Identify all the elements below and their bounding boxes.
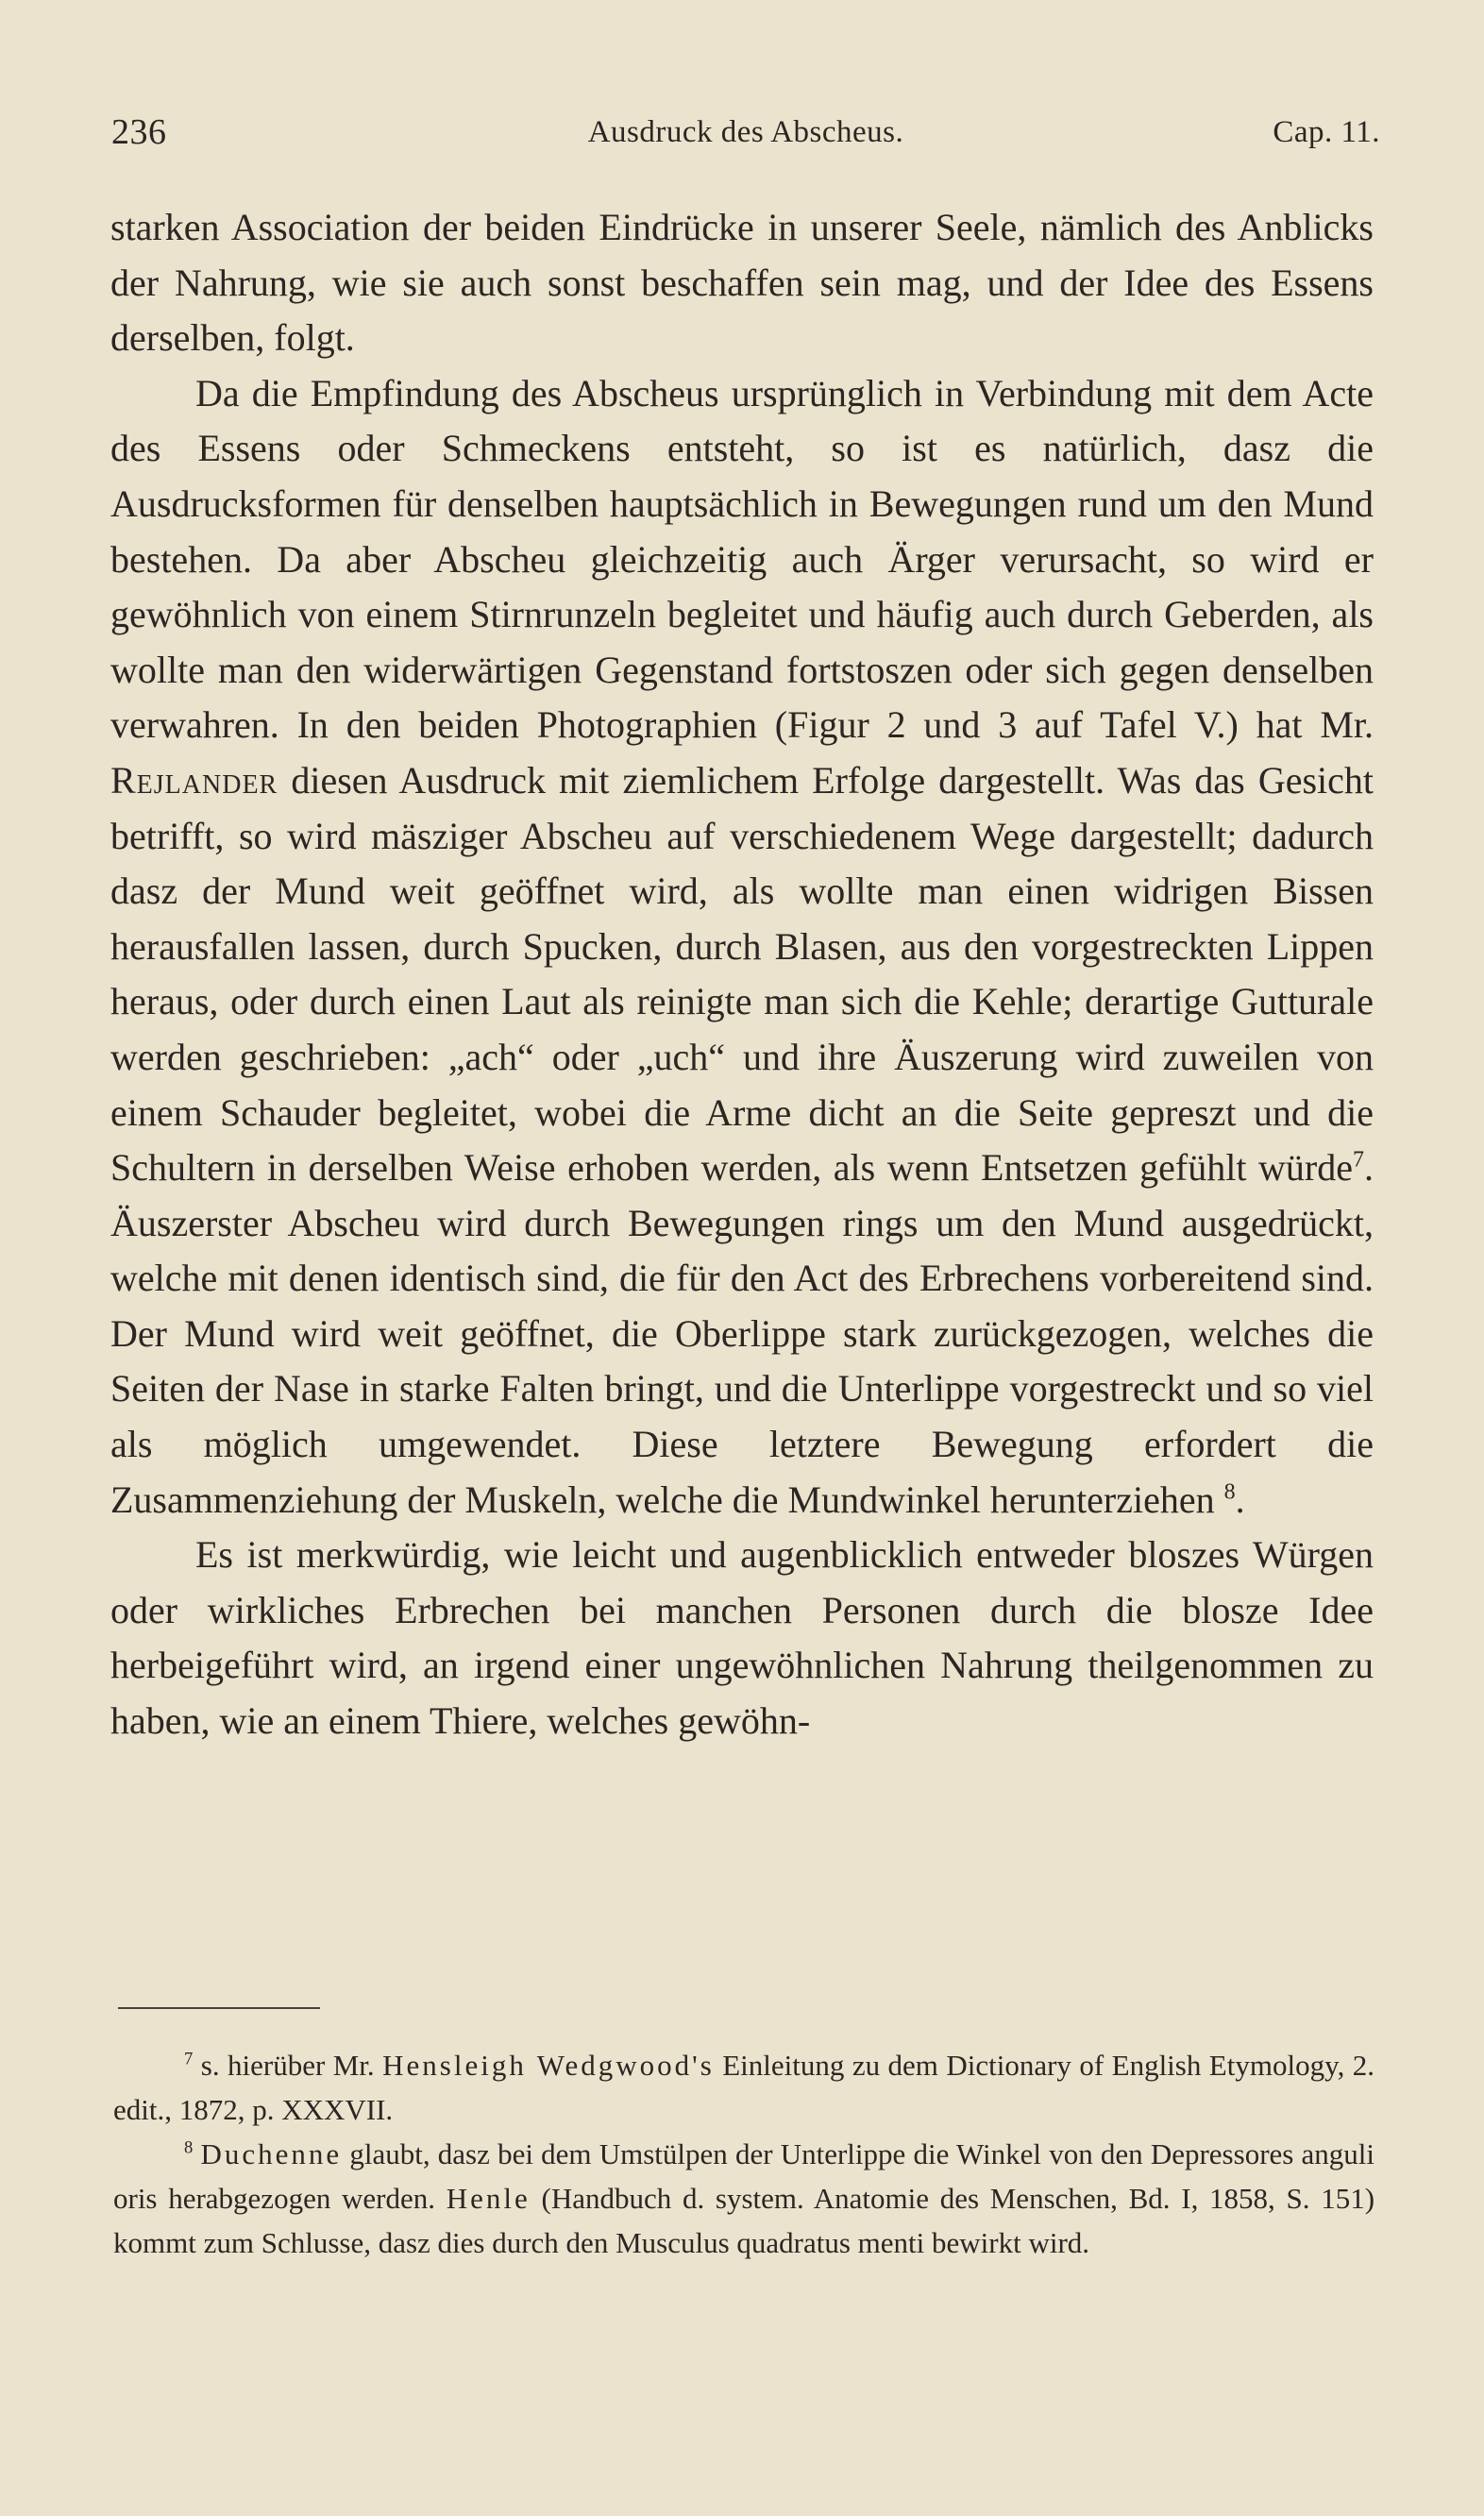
footnote-mark-8: 8 [184, 2137, 194, 2158]
person-name-henle: Henle [446, 2182, 531, 2215]
footnotes [113, 2043, 1374, 2265]
footnote-8-text-b: (Handbuch d. system. Anatomie des Menschen, Bd. I, 1858, S. 151) kommt zum Schlusse, dasz dies durch den Musculus quadratus menti bewirkt wird. [113, 2182, 1375, 2259]
footnote-8-text-a: glaubt, dasz bei dem Umstülpen der Unterlippe die Winkel von den Depressores anguli oris herabgezogen werden. [113, 2137, 1375, 2215]
footnote-ref-8[interactable]: 8 [1223, 1479, 1236, 1505]
paragraph-2-text-b: diesen Ausdruck mit ziemlichem Erfolge dargestellt. Was das Gesicht betrifft, so wird mäsziger Abscheu auf verschiedenem Wege dargestellt; dadurch dasz der Mund weit geöffnet wird, als wollte man einen widrigen Bissen herausfallen lassen, durch Spucken, durch Blasen, aus den vorgestreckten Lippen heraus, oder durch einen Laut als reinigte man sich die Kehle; derartige Gutturale werden geschrieben: „ach“ oder „uch“ und ihre Äuszerung wird zuweilen von einem Schauder begleitet, wobei die Arme dicht an die Seite gepreszt und die Schultern in derselben Weise erhoben werden, als wenn Entsetzen gefühlt würde [110, 758, 1374, 1190]
paragraph-3: Es ist merkwürdig, wie leicht und augenblicklich entweder bloszes Würgen oder wirkliches Erbrechen bei manchen Personen durch die blosze Idee herbeigeführt wird, an irgend einer ungewöhnlichen Nahrung theilgenommen zu haben, wie an einem Thiere, welches gewöhn- [110, 1533, 1374, 1743]
page-header [111, 111, 1380, 164]
person-name-rejlander: Rejlander [110, 758, 278, 802]
footnote-8 [113, 2132, 1374, 2265]
footnote-7-text-b: Einleitung zu dem Dictionary of English Etymology, 2. edit., 1872, p. XXXVII. [113, 2049, 1375, 2126]
main-text [110, 200, 1374, 1749]
footnote-mark-7: 7 [184, 2049, 194, 2069]
page-number: 236 [111, 112, 167, 152]
paragraph-2-text-d: . [1235, 1478, 1245, 1521]
footnote-divider [118, 2007, 320, 2009]
person-name-duchenne: Duchenne [200, 2137, 343, 2170]
paragraph-2-text-a: Da die Empfindung des Abscheus ursprünglich in Verbindung mit dem Acte des Essens oder Schmeckens entsteht, so ist es natürlich, dasz die Ausdrucksformen für denselben hauptsächlich in Bewegungen rund um den Mund bestehen. Da aber Abscheu gleichzeitig auch Ärger verursacht, so wird er gewöhnlich von einem Stirnrunzeln begleitet und häufig auch durch Geberden, als wollte man den widerwärtigen Gegenstand fortstoszen oder sich gegen denselben verwahren. In den beiden Photographien (Figur 2 und 3 auf Tafel V.) hat Mr. [110, 371, 1374, 747]
paragraph-2-text-c: . Äuszerster Abscheu wird durch Bewegungen rings um den Mund ausgedrückt, welche mit denen identisch sind, die für den Act des Erbrechens vorbereitend sind. Der Mund wird weit geöffnet, die Oberlippe stark zurückgezogen, welches die Seiten der Nase in starke Falten bringt, und die Unterlippe vorgestreckt und so viel als möglich umgewendet. Diese letztere Bewegung erfordert die Zusammenziehung der Muskeln, welche die Mundwinkel herunterziehen [110, 1146, 1374, 1521]
chapter-label: Cap. 11. [1273, 115, 1380, 149]
footnote-7 [113, 2043, 1374, 2132]
person-name-wedgwood: Hensleigh Wedgwood's [382, 2049, 715, 2082]
paragraph-1: starken Association der beiden Eindrücke in unserer Seele, nämlich des Anblicks der Nahrung, wie sie auch sonst beschaffen sein mag, und der Idee des Essens derselben, folgt. [110, 206, 1374, 360]
paragraph-2 [110, 366, 1374, 1528]
footnote-ref-7[interactable]: 7 [1353, 1147, 1364, 1173]
footnote-7-text-a: s. hierüber Mr. [200, 2049, 375, 2082]
running-title: Ausdruck des Abscheus. [587, 115, 904, 149]
